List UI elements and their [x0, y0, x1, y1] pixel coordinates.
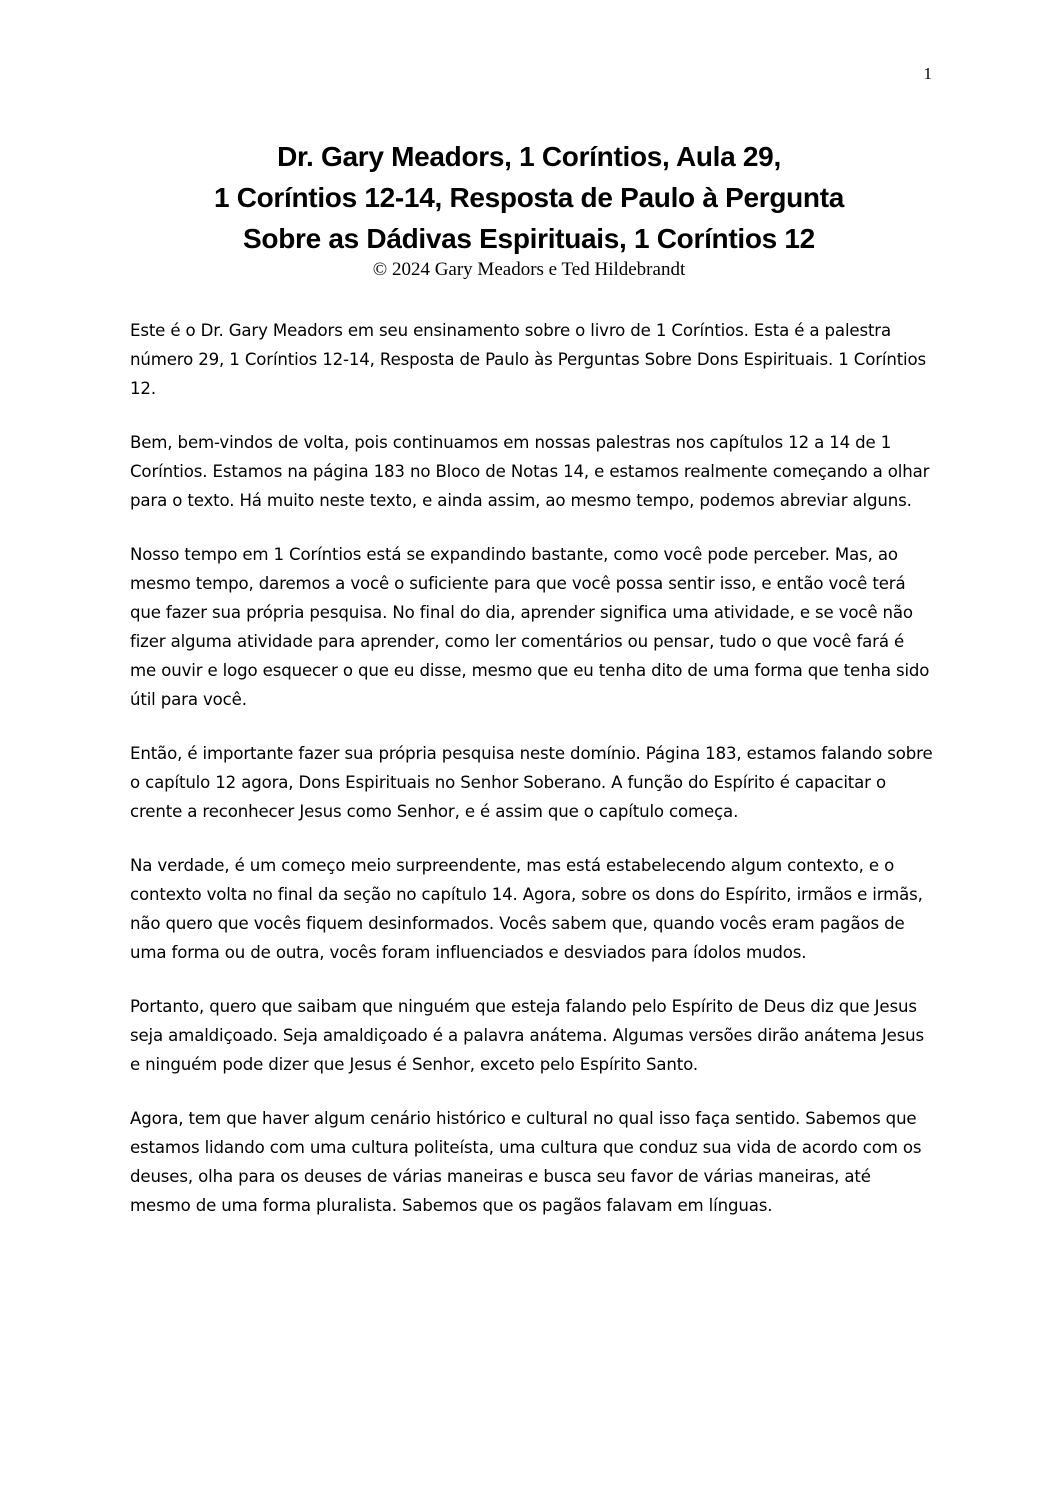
- copyright-notice: © 2024 Gary Meadors e Ted Hildebrandt: [372, 259, 686, 280]
- paragraph: Na verdade, é um começo meio surpreendente, mas está estabelecendo algum contexto, e o contexto volta no final da seção no capítulo 14. Agora, sobre os dons do Espírito, irmãos e irmãs, não quero que vocês fiquem desinformados. Vocês sabem que, quando vocês eram pagãos de uma forma ou de outra, vocês foram influenciados e desviados para ídolos mudos.: [130, 856, 923, 962]
- paragraph: Este é o Dr. Gary Meadors em seu ensinamento sobre o livro de 1 Coríntios. Esta é a palestra número 29, 1 Coríntios 12-14, Resposta de Paulo às Perguntas Sobre Dons Espirituais. 1 Coríntios 12.: [130, 321, 927, 398]
- document-body: [130, 316, 935, 1245]
- title-line-3: Sobre as Dádivas Espirituais, 1 Coríntios 12: [243, 223, 815, 254]
- paragraph: Agora, tem que haver algum cenário histórico e cultural no qual isso faça sentido. Sabemos que estamos lidando com uma cultura politeísta, uma cultura que conduz sua vida de acordo com os deuses, olha para os deuses de várias maneiras e busca seu favor de várias maneiras, até mesmo de uma forma pluralista. Sabemos que os pagãos falavam em línguas.: [130, 1109, 922, 1215]
- paragraph: Bem, bem-vindos de volta, pois continuamos em nossas palestras nos capítulos 12 a 14 de 1 Coríntios. Estamos na página 183 no Bloco de Notas 14, e estamos realmente começando a olhar para o texto. Há muito neste texto, e ainda assim, ao mesmo tempo, podemos abreviar alguns.: [130, 433, 930, 510]
- paragraph: Nosso tempo em 1 Coríntios está se expandindo bastante, como você pode perceber. Mas, ao mesmo tempo, daremos a você o suficiente para que você possa sentir isso, e então você terá que fazer sua própria pesquisa. No final do dia, aprender significa uma atividade, e se você não fizer alguma atividade para aprender, como ler comentários ou pensar, tudo o que você fará é me ouvir e logo esquecer o que eu disse, mesmo que eu tenha dito de uma forma que tenha sido útil para você.: [130, 545, 930, 709]
- paragraph: Então, é importante fazer sua própria pesquisa neste domínio. Página 183, estamos falando sobre o capítulo 12 agora, Dons Espirituais no Senhor Soberano. A função do Espírito é capacitar o crente a reconhecer Jesus como Senhor, e é assim que o capítulo começa.: [130, 744, 933, 821]
- title-line-1: Dr. Gary Meadors, 1 Coríntios, Aula 29,: [277, 141, 781, 172]
- document-header: [100, 136, 958, 281]
- paragraph: Portanto, quero que saibam que ninguém que esteja falando pelo Espírito de Deus diz que Jesus seja amaldiçoado. Seja amaldiçoado é a palavra anátema. Algumas versões dirão anátema Jesus e ninguém pode dizer que Jesus é Senhor, exceto pelo Espírito Santo.: [130, 997, 924, 1074]
- title-line-2: 1 Coríntios 12-14, Resposta de Paulo à Pergunta: [213, 182, 845, 213]
- page-number: 1: [923, 64, 932, 83]
